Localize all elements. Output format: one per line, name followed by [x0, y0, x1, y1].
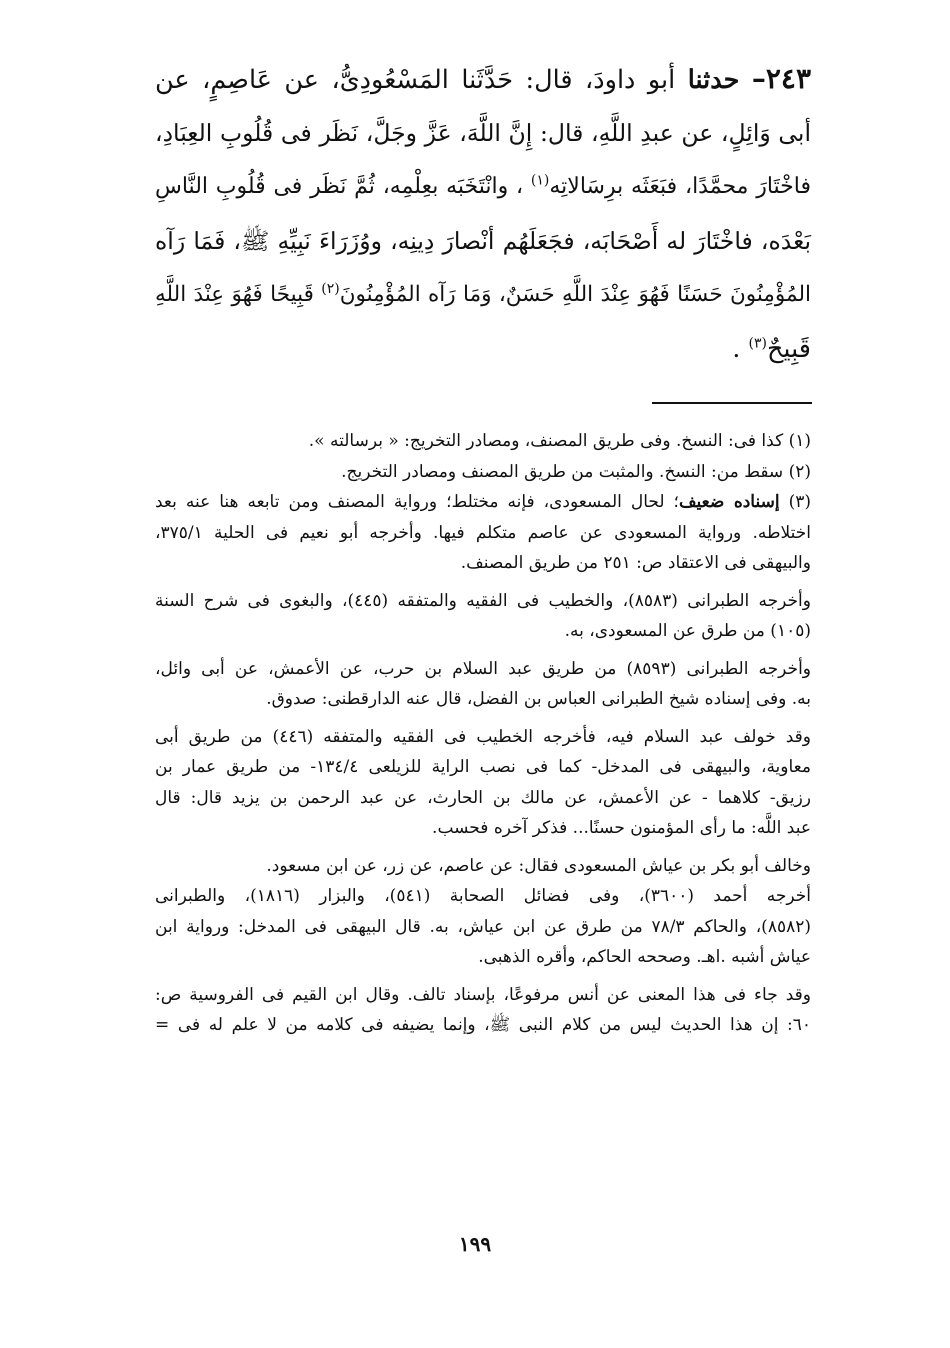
page-number: ١٩٩ [458, 1232, 492, 1256]
footnote-3-grade: إسناده ضعيف [678, 492, 780, 512]
footnote-3-text: ؛ لحال المسعودى، فإنه مختلط؛ ورواية المصنف ومن تابعه هنا عنه بعد [155, 492, 679, 512]
footnote-line: اختلاطه. ورواية المسعودى عن عاصم متكلم فيها. وأخرجه أبو نعيم فى الحلية ٣٧٥/١، [155, 522, 811, 543]
hadith-line-text: أبو داودَ، قال: حَدَّثَنا المَسْعُودِىُّ، عن عَاصِمٍ، عن [155, 65, 676, 95]
footnote-line: (١٠٥) من طرق عن المسعودى، به. [564, 621, 811, 641]
hadith-line-text: فاخْتَارَ محمَّدًا، فبَعَثَه برِسَالاتِه [549, 174, 811, 199]
footnote-line: وأخرجه الطبرانى (٨٥٨٣)، والخطيب فى الفقيه والمتفقه (٤٤٥)، والبغوى فى شرح السنة [155, 590, 811, 611]
hadith-lead-word: حدثنا [687, 65, 740, 95]
footnote-line: وقد جاء فى هذا المعنى عن أنس مرفوعًا، بإسناد تالف. وقال ابن القيم فى الفروسية ص: [155, 984, 811, 1005]
footnote-line: عياش أشبه .اهـ. وصححه الحاكم، وأقره الذهبى. [478, 947, 811, 967]
footnote-line: أخرجه أحمد (٣٦٠٠)، وفى فضائل الصحابة (٥٤١)، والبزار (١٨١٦)، والطبرانى [155, 886, 811, 906]
footnote-ref-2: (٢) [321, 280, 340, 297]
footnote-1: (١) كذا فى: النسخ. وفى طريق المصنف، ومصادر التخريج: « برسالته ». [308, 431, 811, 451]
hadith-line: بَعْدَه، فاخْتَارَ له أَصْحَابَه، فجَعَلَهُم أنْصارَ دِينِه، ووُزَرَاءَ نَبِيِّهِ ﷺ، فَمَا رَآه [155, 227, 811, 255]
footnote-3 [155, 487, 811, 518]
footnote-line: معاوية، والبيهقى فى المدخل- كما فى نصب الراية للزيلعى ١٣٤/٤- من طريق عمار بن [155, 757, 811, 777]
footnote-line: والبيهقى فى الاعتقاد ص: ٢٥١ من طريق المصنف. [460, 553, 811, 573]
footnotes [155, 426, 811, 1041]
hadith-line [155, 160, 811, 214]
footnote-divider [652, 402, 812, 404]
footnote-ref-3: (٣) [748, 335, 767, 352]
footnote-line: رزيق- كلاهما - عن الأعمش، عن مالك بن الحارث، عن عبد الرحمن بن يزيد قال: قال [155, 787, 811, 808]
hadith-line-text: المُؤْمِنُونَ حَسَنًا فَهُوَ عِنْدَ اللَّهِ حَسَنٌ، وَمَا رَآه المُؤْمِنُونَ [339, 282, 811, 307]
hadith-line: أبى وَائِلٍ، عن عبدِ اللَّهِ، قال: إِنَّ اللَّهَ، عَزَّ وجَلَّ، نَظَر فى قُلُوبِ العِبَادِ، [155, 119, 811, 147]
hadith-line-text: ، وانْتَخَبَه بعِلْمِه، ثُمَّ نَظَر فى قُلُوبِ النَّاسِ [155, 174, 524, 199]
footnote-line: وأخرجه الطبرانى (٨٥٩٣) من طريق عبد السلام بن حرب، عن الأعمش، عن أبى وائل، [155, 658, 811, 679]
hadith-number: ٢٤٣– [751, 62, 811, 95]
footnote-line: عبد اللَّه: ما رأى المؤمنون حسنًا... فذكر آخره فحسب. [432, 818, 811, 838]
footnote-line: وخالف أبو بكر بن عياش المسعودى فقال: عن عاصم، عن زر، عن ابن مسعود. [266, 855, 811, 876]
hadith-text [155, 52, 811, 376]
footnote-line: (٨٥٨٢)، والحاكم ٧٨/٣ من طرق عن ابن عياش، به. قال البيهقى فى المدخل: ورواية ابن [155, 916, 811, 937]
hadith-line-text: قَبِيحٌ [766, 334, 811, 364]
hadith-line [155, 52, 811, 106]
footnote-line: به. وفى إسناده شيخ الطبرانى العباس بن الفضل، قال عنه الدارقطنى: صدوق. [266, 689, 811, 709]
hadith-line [155, 322, 811, 376]
hadith-line [155, 268, 811, 322]
footnote-ref-1: (١) [530, 172, 550, 189]
footnote-2: (٢) سقط من: النسخ. والمثبت من طريق المصنف ومصادر التخريج. [341, 461, 811, 482]
footnote-line: وقد خولف عبد السلام فيه، فأخرجه الخطيب فى الفقيه والمتفقه (٤٤٦) من طريق أبى [155, 726, 812, 747]
hadith-end-dot: . [732, 334, 741, 364]
footnote-3-number: (٣) [788, 492, 812, 512]
hadith-line-text: قَبِيحًا فَهُوَ عِنْدَ اللَّهِ [155, 282, 314, 307]
footnote-line: ٦٠: إن هذا الحديث ليس من كلام النبى ﷺ، وإنما يضيفه فى كلامه من لا علم له فى = [155, 1015, 811, 1035]
